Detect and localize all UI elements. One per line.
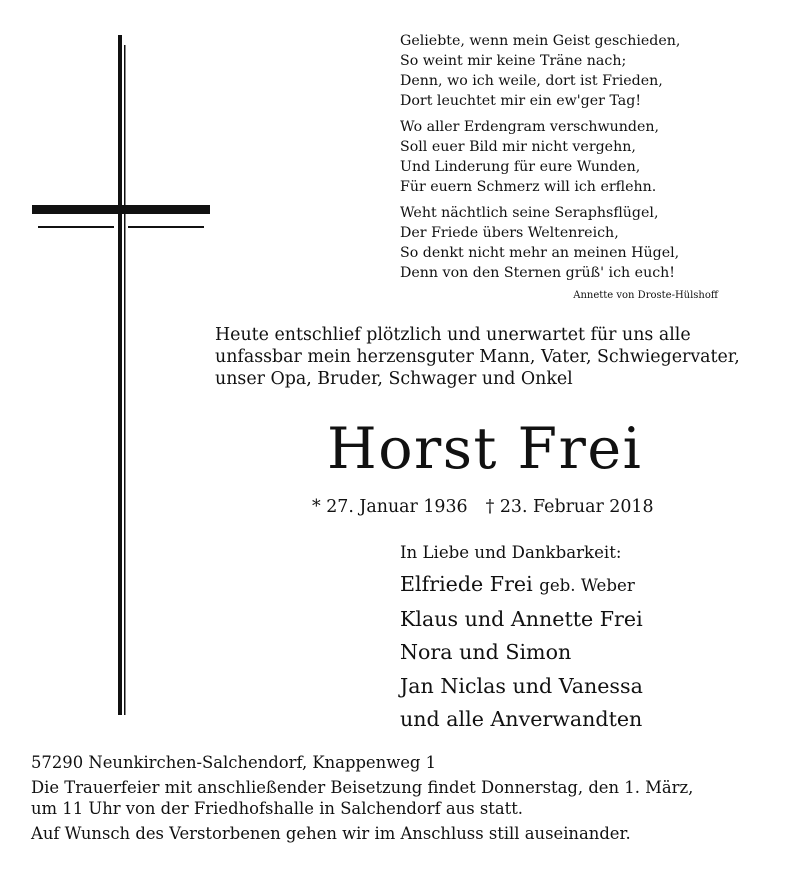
poem-line: Denn, wo ich weile, dort ist Frieden, bbox=[400, 73, 663, 89]
poem-line: Für euern Schmerz will ich erflehn. bbox=[400, 179, 657, 195]
poem-line: Und Linderung für eure Wunden, bbox=[400, 159, 641, 175]
poem-line: Dort leuchtet mir ein ew'ger Tag! bbox=[400, 93, 642, 109]
ceremony-line: um 11 Uhr von der Friedhofshalle in Salchendorf aus statt. bbox=[31, 799, 524, 818]
poem-author: Annette von Droste-Hülshoff bbox=[573, 290, 718, 301]
poem-stanza-1 bbox=[400, 31, 730, 111]
poem-line: So weint mir keine Träne nach; bbox=[400, 53, 627, 69]
poem-line: Der Friede übers Weltenreich, bbox=[400, 225, 619, 241]
mourner-item: Klaus und Annette Frei bbox=[400, 606, 643, 631]
mourners-heading: In Liebe und Dankbarkeit: bbox=[400, 543, 622, 562]
poem-line: So denkt nicht mehr an meinen Hügel, bbox=[400, 245, 680, 261]
poem-stanza-3 bbox=[400, 203, 730, 283]
ceremony-info bbox=[31, 777, 791, 819]
address: 57290 Neunkirchen-Salchendorf, Knappenweg 1 bbox=[31, 753, 437, 772]
announcement-text bbox=[215, 324, 795, 390]
poem-stanza-2 bbox=[400, 117, 730, 197]
announcement-line: Heute entschlief plötzlich und unerwartet für uns alle bbox=[215, 325, 691, 345]
spouse-birthname: geb. Weber bbox=[539, 576, 635, 595]
mourners-list bbox=[400, 542, 790, 737]
closing-note: Auf Wunsch des Verstorbenen gehen wir im Anschluss still auseinander. bbox=[31, 824, 631, 843]
deceased-name: Horst Frei bbox=[327, 416, 643, 482]
mourner-spouse bbox=[400, 568, 790, 603]
poem-line: Soll euer Bild mir nicht vergehn, bbox=[400, 139, 636, 155]
poem-line: Geliebte, wenn mein Geist geschieden, bbox=[400, 33, 681, 49]
mourner-item: Jan Niclas und Vanessa bbox=[400, 673, 643, 698]
announcement-line: unser Opa, Bruder, Schwager und Onkel bbox=[215, 369, 573, 389]
spouse-name: Elfriede Frei bbox=[400, 572, 533, 596]
ceremony-line: Die Trauerfeier mit anschließender Beisetzung findet Donnerstag, den 1. März, bbox=[31, 778, 694, 797]
footer-info bbox=[31, 752, 791, 844]
mourner-item: und alle Anverwandten bbox=[400, 707, 643, 731]
birth-date: * 27. Januar 1936 bbox=[312, 497, 468, 517]
cross-icon bbox=[0, 0, 230, 740]
death-date: † 23. Februar 2018 bbox=[485, 497, 654, 517]
poem-line: Weht nächtlich seine Seraphsflügel, bbox=[400, 205, 659, 221]
mourner-item: Nora und Simon bbox=[400, 640, 572, 664]
life-dates bbox=[312, 496, 654, 518]
poem bbox=[400, 31, 730, 303]
announcement-line: unfassbar mein herzensguter Mann, Vater, Schwiegervater, bbox=[215, 347, 740, 367]
poem-line: Denn von den Sternen grüß' ich euch! bbox=[400, 265, 676, 281]
poem-line: Wo aller Erdengram verschwunden, bbox=[400, 119, 660, 135]
